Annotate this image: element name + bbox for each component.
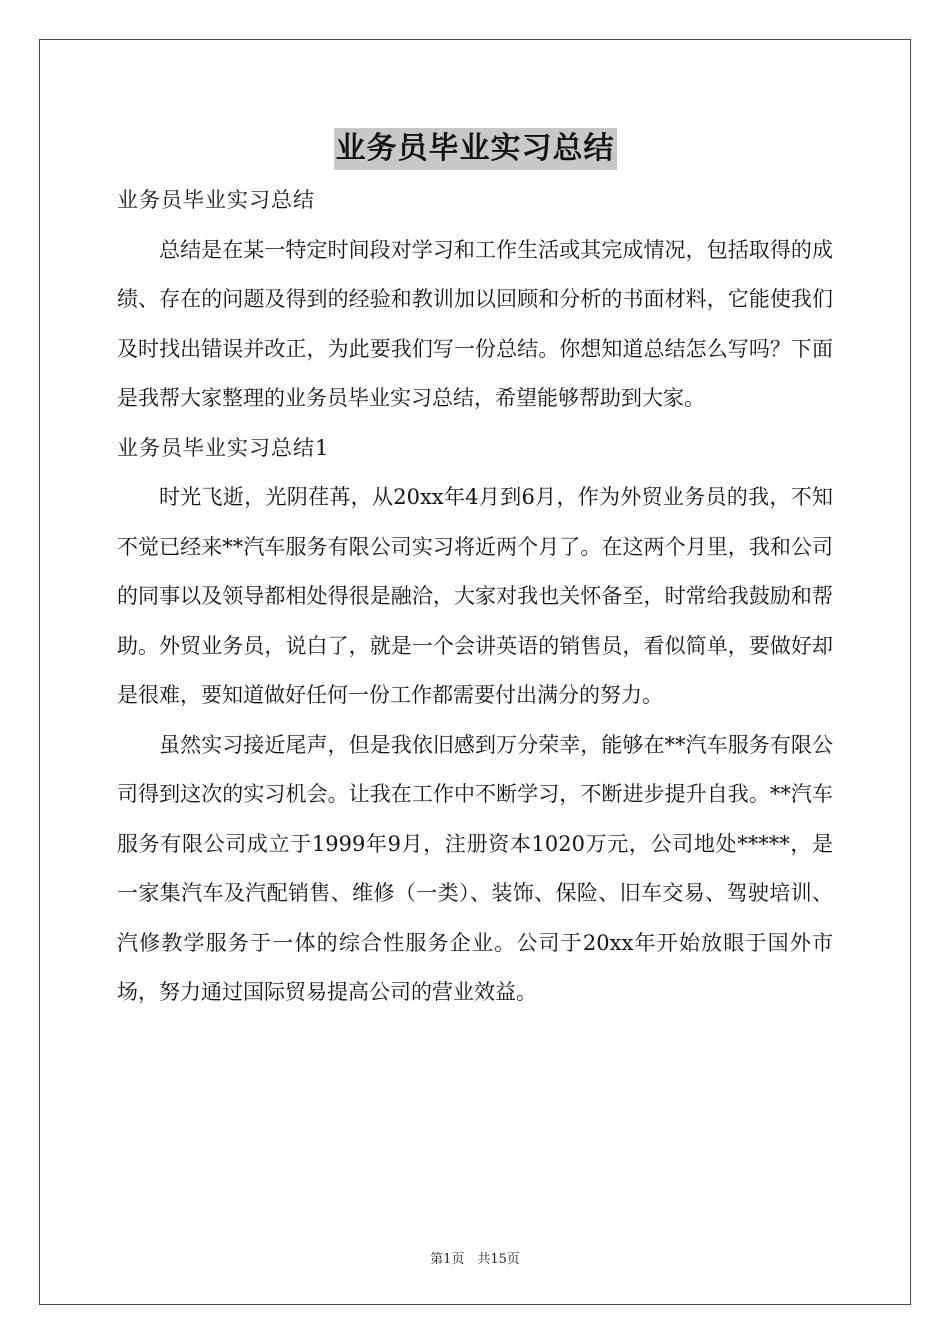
document-title: 业务员毕业实习总结	[334, 128, 617, 170]
section-paragraph-2: 虽然实习接近尾声，但是我依旧感到万分荣幸，能够在**汽车服务有限公司得到这次的实习机会。让我在工作中不断学习，不断进步提升自我。**汽车服务有限公司成立于1999年9月，注册资本1020万元，公司地处*****，是一家集汽车及汽配销售、维修（一类）、装饰、保险、旧车交易、驾驶培训、汽修教学服务于一体的综合性服务企业。公司于20xx年开始放眼于国外市场，努力通过国际贸易提高公司的营业效益。	[117, 732, 833, 1004]
section-heading: 业务员毕业实习总结1	[117, 435, 330, 460]
section-paragraph-1: 时光飞逝，光阴荏苒，从20xx年4月到6月，作为外贸业务员的我，不知不觉已经来**汽车服务有限公司实习将近两个月了。在这两个月里，我和公司的同事以及领导都相处得很是融洽，大家对我也关怀备至，时常给我鼓励和帮助。外贸业务员，说白了，就是一个会讲英语的销售员，看似简单，要做好却是很难，要知道做好任何一份工作都需要付出满分的努力。	[117, 485, 833, 707]
document-body	[117, 176, 833, 1018]
subtitle: 业务员毕业实习总结	[117, 188, 315, 212]
title-container	[0, 128, 950, 170]
page-footer: 第1页 共15页	[430, 1252, 520, 1267]
intro-paragraph: 总结是在某一特定时间段对学习和工作生活或其完成情况，包括取得的成绩、存在的问题及得到的经验和教训加以回顾和分析的书面材料，它能使我们及时找出错误并改正，为此要我们写一份总结。你想知道总结怎么写吗？下面是我帮大家整理的业务员毕业实习总结，希望能够帮助到大家。	[117, 237, 833, 410]
